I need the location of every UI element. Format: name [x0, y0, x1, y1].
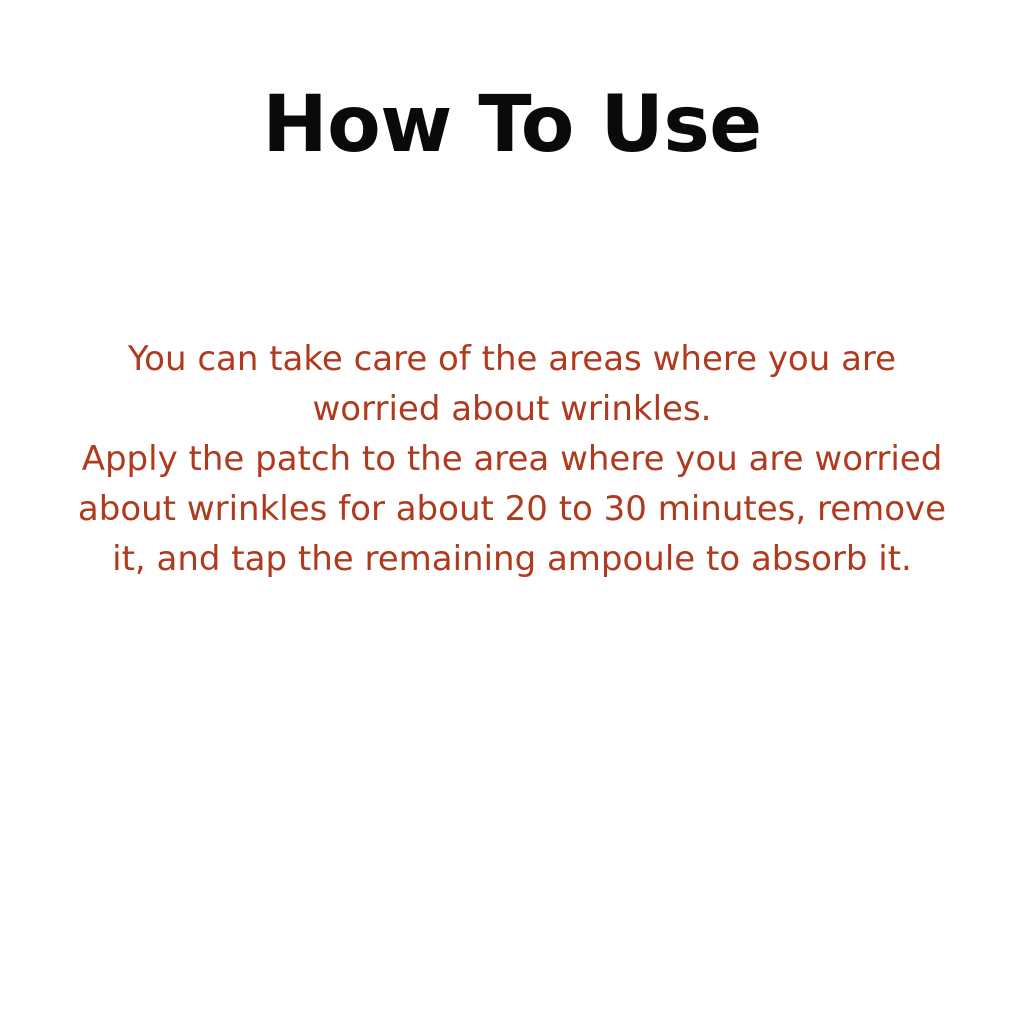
instructions-line: You can take care of the areas where you are — [127, 339, 897, 379]
instructions-line: about wrinkles for about 20 to 30 minutes, remove — [77, 489, 947, 529]
instructions-block — [62, 334, 962, 584]
instructions-line: it, and tap the remaining ampoule to absorb it. — [112, 539, 912, 579]
instructions-paragraph-2 — [62, 434, 962, 584]
instructions-line: worried about wrinkles. — [312, 389, 712, 429]
instructions-paragraph-1 — [62, 334, 962, 434]
page-title: How To Use — [262, 80, 762, 171]
instructions-line: Apply the patch to the area where you are worried — [81, 439, 943, 479]
